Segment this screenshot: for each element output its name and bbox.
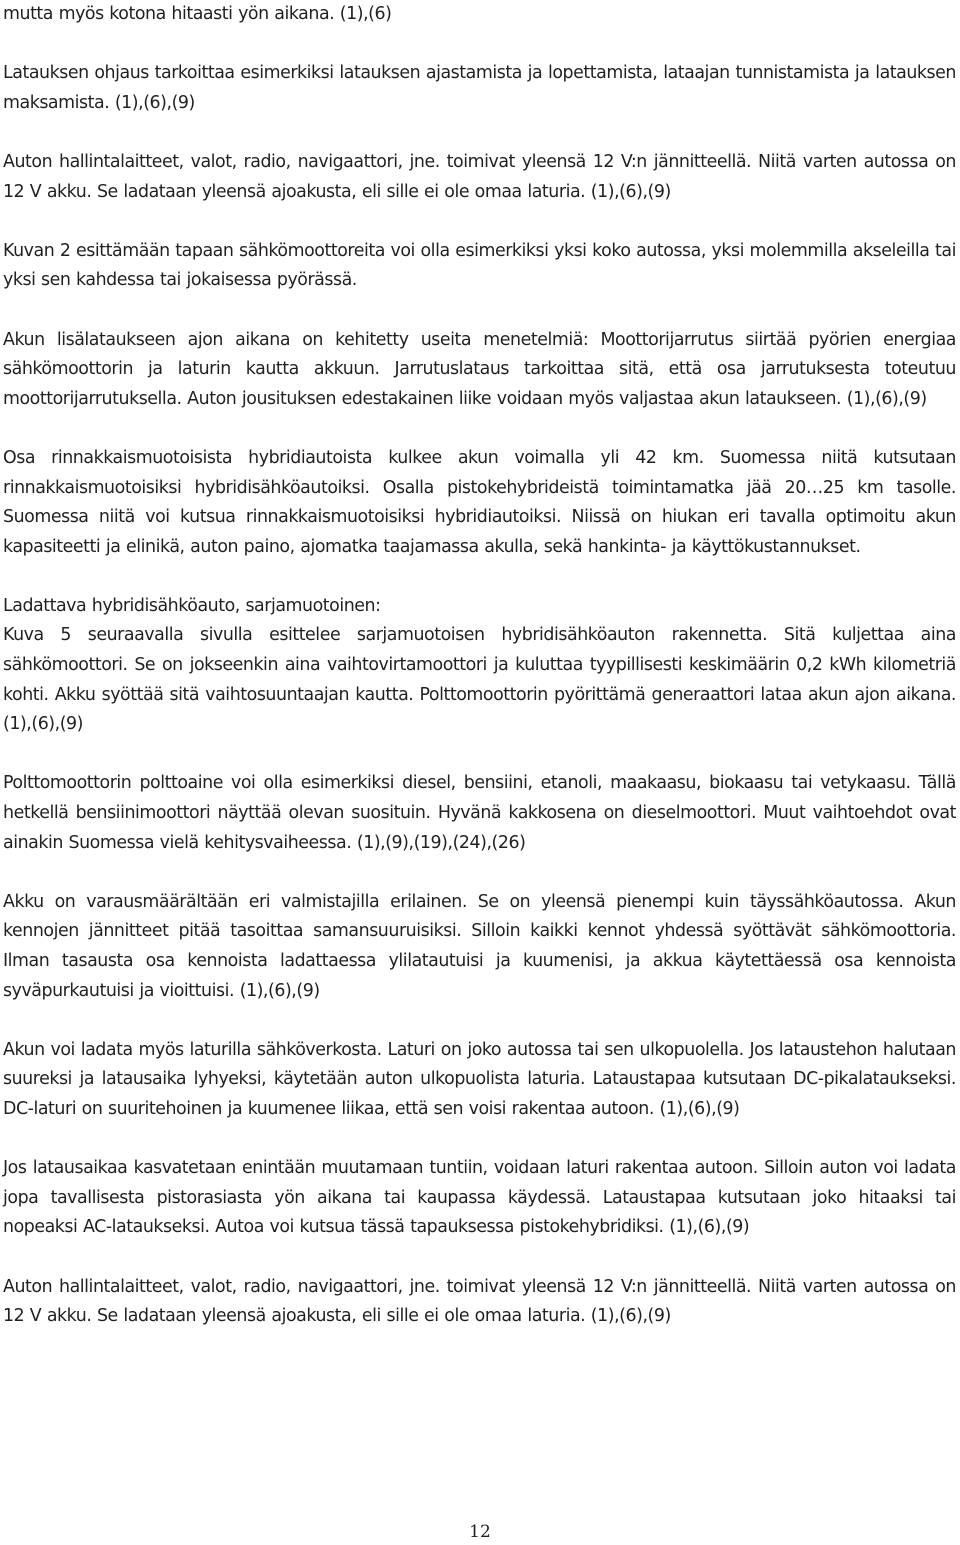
paragraph-12v-system: Auton hallintalaitteet, valot, radio, navigaattori, jne. toimivat yleensä 12 V:n jännitteellä. Niitä varten autossa on 12 V akku. Se ladataan yleensä ajoakusta, eli sille ei ole omaa laturia. (1),(6),(9)	[3, 151, 956, 202]
paragraph-series-hybrid-structure: Kuva 5 seuraavalla sivulla esittelee sarjamuotoisen hybridisähköauton rakennetta. Sitä kuljettaa aina sähkömoottori. Se on jokseenkin aina vaihtovirtamoottori ja kuluttaa tyypillisesti keskimäärin 0,2 kWh kilometriä kohti. Akku syöttää sitä vaihtosuuntaajan kautta. Polttomoottorin pyörittämä generaattori lataa akun ajon aikana. (1),(6),(9)	[3, 625, 956, 735]
paragraph-regenerative-charging: Akun lisälataukseen ajon aikana on kehitetty useita menetelmiä: Moottorijarrutus siirtää pyörien energiaa sähkömoottorin ja laturin kautta akkuun. Jarrutuslataus tarkoittaa sitä, että osa jarrutuksesta toteutuu moottorijarrutuksella. Auton jousituksen edestakainen liike voidaan myös valjastaa akun lataukseen. (1),(6),(9)	[3, 329, 956, 409]
paragraph-battery-balancing: Akku on varausmäärältään eri valmistajilla erilainen. Se on yleensä pienempi kuin täyssähköautossa. Akun kennojen jännitteet pitää tasoittaa samansuuruisiksi. Silloin kaikki kennot yhdessä syöttävät sähkömoottoria. Ilman tasausta osa kennoista ladattaessa ylilatautuisi ja kuumenisi, ja akkua käytettäessä osa kennoista syväpurkautuisi ja vioittuisi. (1),(6),(9)	[3, 891, 956, 1001]
paragraph-12v-system-repeat: Auton hallintalaitteet, valot, radio, navigaattori, jne. toimivat yleensä 12 V:n jännitteellä. Niitä varten autossa on 12 V akku. Se ladataan yleensä ajoakusta, eli sille ei ole omaa laturia. (1),(6),(9)	[3, 1276, 956, 1327]
paragraph-fuel-types: Polttomoottorin polttoaine voi olla esimerkiksi diesel, bensiini, etanoli, maakaasu, biokaasu tai vetykaasu. Tällä hetkellä bensiinimoottori näyttää olevan suosituin. Hyvänä kakkosena on dieselmoottori. Muut vaihtoehdot ovat ainakin Suomessa vielä kehitysvaiheessa. (1),(9),(19),(24),(26)	[3, 773, 956, 853]
paragraph-parallel-hybrids: Osa rinnakkaismuotoisista hybridiautoista kulkee akun voimalla yli 42 km. Suomessa niitä kutsutaan rinnakkaismuotoisiksi hybridisähköautoiksi. Osalla pistokehybrideistä toimintamatka jää 20…25 km tasolle. Suomessa niitä voi kutsua rinnakkaismuotoisiksi hybridiautoiksi. Niissä on hiukan eri tavalla optimoitu akun kapasiteetti ja elinikä, auton paino, ajomatka taajamassa akulla, sekä hankinta- ja käyttökustannukset.	[3, 447, 956, 557]
paragraph-charging-at-home: mutta myös kotona hitaasti yön aikana. (1),(6)	[3, 4, 392, 24]
section-heading-series-hybrid: Ladattava hybridisähköauto, sarjamuotoinen:	[3, 595, 381, 616]
body-text	[3, 0, 956, 1332]
paragraph-dc-fast-charging: Akun voi ladata myös laturilla sähköverkosta. Laturi on joko autossa tai sen ulkopuolella. Jos lataustehon halutaan suureksi ja latausaika lyhyeksi, käytetään auton ulkopuolista laturia. Lataustapaa kutsutaan DC-pikalataukseksi. DC-laturi on suuritehoinen ja kuumenee liikaa, että sen voisi rakentaa autoon. (1),(6),(9)	[3, 1039, 956, 1119]
paragraph-electric-motors: Kuvan 2 esittämään tapaan sähkömoottoreita voi olla esimerkiksi yksi koko autossa, yksi molemmilla akseleilla tai yksi sen kahdessa tai jokaisessa pyörässä.	[3, 240, 956, 291]
paragraph-charging-control: Latauksen ohjaus tarkoittaa esimerkiksi latauksen ajastamista ja lopettamista, lataajan tunnistamista ja latauksen maksamista. (1),(6),(9)	[3, 63, 956, 113]
paragraph-ac-charging: Jos latausaikaa kasvatetaan enintään muutamaan tuntiin, voidaan laturi rakentaa autoon. Silloin auton voi ladata jopa tavallisesta pistorasiasta yön aikana tai kaupassa käydessä. Lataustapaa kutsutaan joko hitaaksi tai nopeaksi AC-lataukseksi. Autoa voi kutsua tässä tapauksessa pistokehybridiksi. (1),(6),(9)	[3, 1158, 956, 1238]
page-number: 12	[469, 1522, 491, 1542]
